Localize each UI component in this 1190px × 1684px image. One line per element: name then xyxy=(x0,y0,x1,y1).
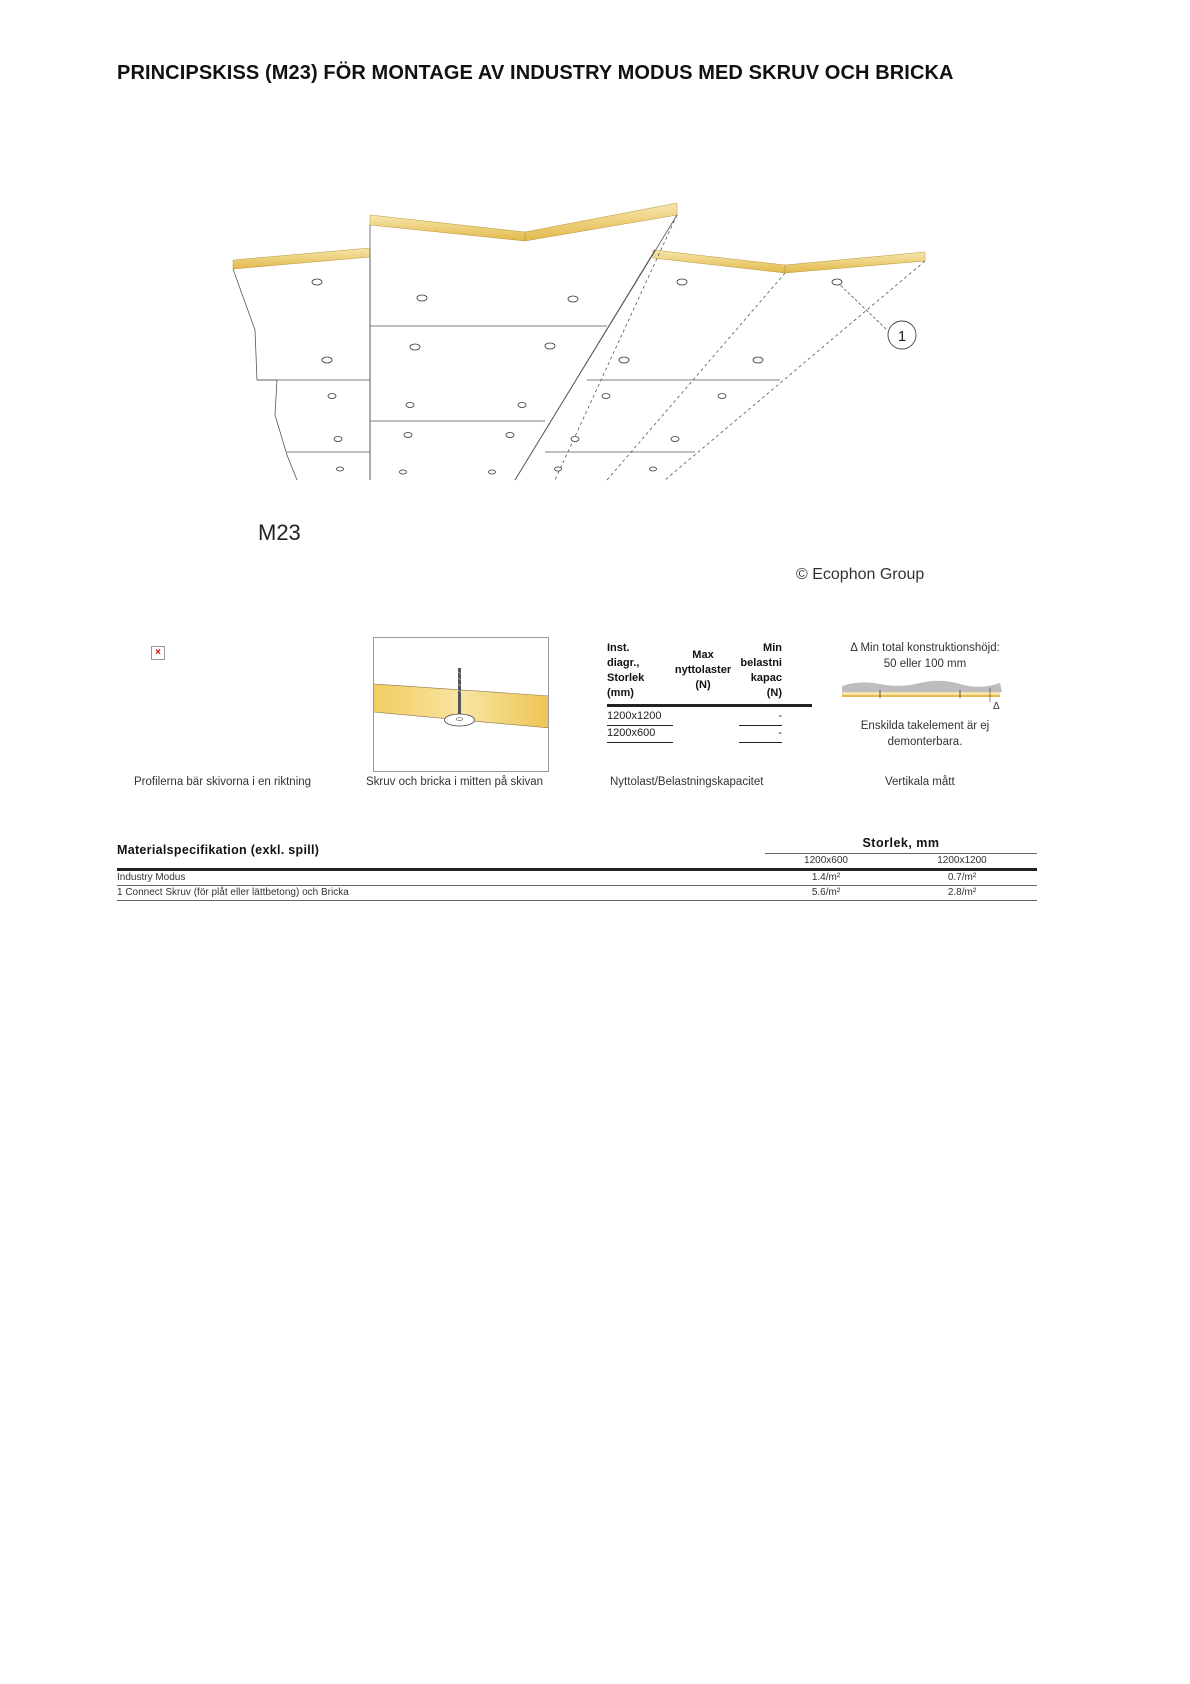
screw-washer-icon xyxy=(374,638,549,772)
screw-icon xyxy=(832,279,842,285)
screw-icon xyxy=(400,470,407,474)
ceiling-installation-drawing xyxy=(225,195,945,495)
screw-icon xyxy=(677,279,687,285)
screw-icon xyxy=(404,433,412,438)
load-header-col1-line4: (mm) xyxy=(607,687,634,699)
spec-row-item: Industry Modus xyxy=(117,872,186,883)
callout-number: 1 xyxy=(897,328,907,345)
load-row-size: 1200x600 xyxy=(607,727,656,739)
panel-edge-left xyxy=(233,248,370,269)
load-header-col1-line2: diagr., xyxy=(607,657,640,669)
caption-profiles: Profilerna bär skivorna i en riktning xyxy=(134,776,312,788)
screw-icon xyxy=(410,344,420,350)
screw-icon xyxy=(406,403,414,408)
screw-icon xyxy=(312,279,322,285)
screw-icon xyxy=(568,296,578,302)
screw-icon xyxy=(322,357,332,363)
load-header-col2-line2: nyttolaster xyxy=(674,664,732,676)
screw-icon xyxy=(753,357,763,363)
screw-icon xyxy=(337,467,344,471)
spec-row-value: 5.6/m² xyxy=(811,887,841,898)
vertical-dims-title xyxy=(830,640,1020,672)
screw-icon xyxy=(417,295,427,301)
screw-icon xyxy=(602,394,610,399)
spec-row-value: 2.8/m² xyxy=(947,887,977,898)
screw-icon xyxy=(619,357,629,363)
panel-edge-center-right xyxy=(525,203,677,241)
screw-icon xyxy=(489,470,496,474)
panel-edge-right-a xyxy=(653,250,785,273)
page-title: PRINCIPSKISS (M23) FÖR MONTAGE AV INDUSTRY MODUS MED SKRUV OCH BRICKA xyxy=(117,62,954,84)
spec-row-item: 1 Connect Skruv (för plåt eller lättbetong) och Bricka xyxy=(117,887,349,898)
caption-screw: Skruv och bricka i mitten på skivan xyxy=(366,776,544,788)
vertical-dims-note-line1: Enskilda takelement är ej xyxy=(860,720,990,732)
spec-row-value: 1.4/m² xyxy=(811,872,841,883)
spec-table-title: Materialspecifikation (exkl. spill) xyxy=(117,843,320,857)
load-header-col3-line3: kapac xyxy=(750,672,782,684)
spec-col-header: 1200x1200 xyxy=(937,855,987,866)
load-header-col1-line3: Storlek xyxy=(607,672,645,684)
broken-image-icon: × xyxy=(151,646,165,660)
vertical-dims-line2: 50 eller 100 mm xyxy=(883,658,967,670)
figure-label: M23 xyxy=(258,520,301,545)
screw-icon xyxy=(718,394,726,399)
screw-icon xyxy=(571,437,579,442)
spec-size-header: Storlek, mm xyxy=(862,836,940,850)
load-header-col3-line1: Min xyxy=(763,642,782,654)
caption-load: Nyttolast/Belastningskapacitet xyxy=(610,776,764,788)
screw-icon xyxy=(671,437,679,442)
screw-icon xyxy=(650,467,657,471)
caption-vertical: Vertikala mått xyxy=(885,776,955,788)
delta-label: Δ xyxy=(993,701,1000,712)
screw-icon xyxy=(555,467,562,471)
screw-detail-figure xyxy=(373,637,549,772)
spec-row-value: 0.7/m² xyxy=(947,872,977,883)
screw-icon xyxy=(545,343,555,349)
load-row-min: - xyxy=(778,710,782,722)
panel-edge-right-b xyxy=(785,252,925,273)
screw-icon xyxy=(506,433,514,438)
load-header-col2-line1: Max xyxy=(692,649,714,661)
vertical-dims-line1: Δ Min total konstruktionshöjd: xyxy=(850,642,1000,654)
panel-edge-center-left xyxy=(370,215,525,241)
load-row-size: 1200x1200 xyxy=(607,710,662,722)
vertical-dims-note xyxy=(830,718,1020,750)
load-header-col3-line4: (N) xyxy=(766,687,782,699)
spec-col-header: 1200x600 xyxy=(804,855,848,866)
load-header-col1-line1: Inst. xyxy=(607,642,630,654)
copyright-text: © Ecophon Group xyxy=(796,566,925,583)
load-header-col3-line2: belastni xyxy=(740,657,782,669)
screw-icon xyxy=(518,403,526,408)
vertical-dims-figure xyxy=(840,678,1010,714)
load-row-min: - xyxy=(778,727,782,739)
vertical-dims-note-line2: demonterbara. xyxy=(887,736,963,748)
screw-icon xyxy=(334,437,342,442)
screw-icon xyxy=(328,394,336,399)
load-header-col2-line3: (N) xyxy=(695,679,711,691)
